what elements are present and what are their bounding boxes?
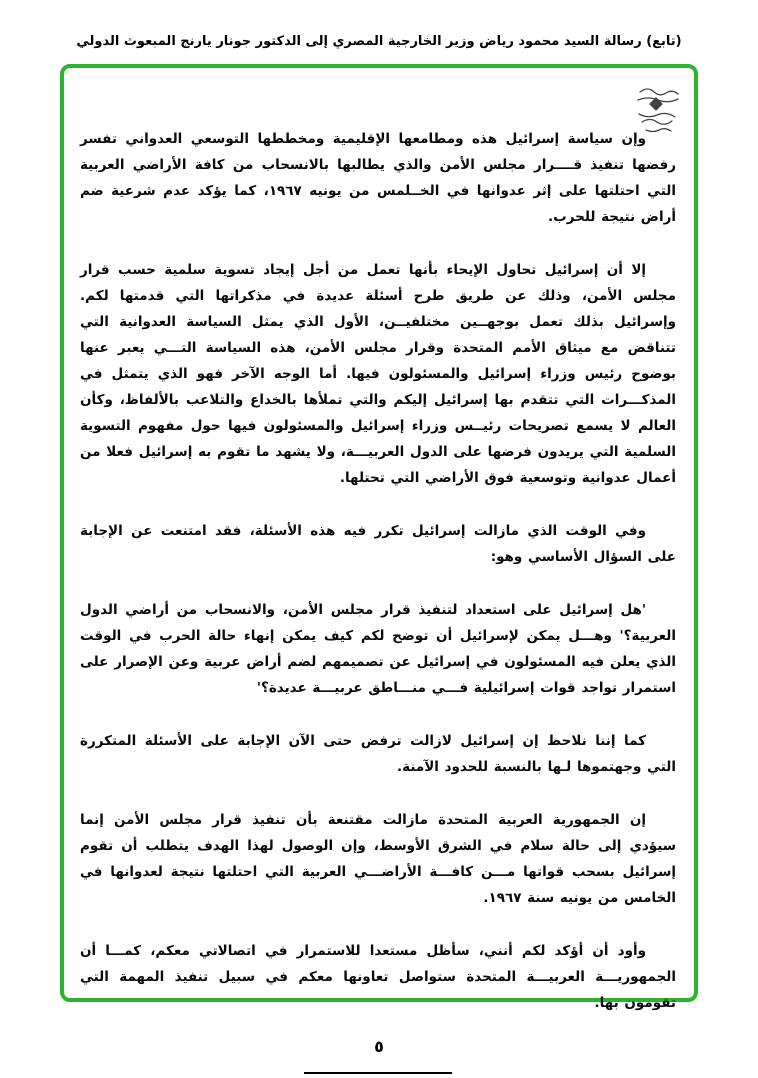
letter-paragraph: وأود أن أؤكد لكم أنني، سأظل مستعدا للاستمرار في اتصالاتي معكم، كمـــا أن الجمهوريـــة العربيـــة المتحدة ستواصل تعاونها معكم في سبيل تنفيذ المهمة التي تقومون بها. — [80, 943, 676, 1011]
letter-paragraph: إن الجمهورية العربية المتحدة مازالت مقتنعة بأن تنفيذ قرار مجلس الأمن إنما سيؤدي إلى حالة سلام في الشرق الأوسط، وإن الوصول لهذا الهدف يتطلب أن تقوم إسرائيل بسحب قواتها مـــن كافـــة الأراضـــي العربية التي احتلتها نتيجة لعدوانها في الخامس من يونيه سنة ١٩٦٧. — [80, 812, 676, 906]
letter-paragraph: وفي الوقت الذي مازالت إسرائيل تكرر فيه هذه الأسئلة، فقد امتنعت عن الإجابة على السؤال الأساسي وهو: — [80, 523, 676, 565]
letter-paragraph: 'هل إسرائيل على استعداد لتنفيذ قرار مجلس الأمن، والانسحاب من أراضي الدول العربية؟' وهـــل يمكن لإسرائيل أن توضح لكم كيف يمكن إنهاء حالة الحرب في الوقت الذي يعلن فيه المسئولون في إسرائيل عن تصميمهم لضم أراض عربية وعن الإصرار على استمرار تواجد قوات إسرائيلية فـــي منـــاطق عربيـــة عديدة؟' — [80, 602, 676, 696]
letter-frame — [60, 64, 698, 1011]
page-title: (تابع) رسالة السيد محمود رياض وزير الخارجية المصري إلى الدكتور جونار يارنج المبعوث الدولي — [76, 34, 682, 49]
letter-paragraph: كما إننا نلاحظ إن إسرائيل لازالت ترفض حتى الآن الإجابة على الأسئلة المتكررة التي وجهتموها لـها بالنسبة للحدود الآمنة. — [80, 733, 676, 775]
letter-paragraph: وإن سياسة إسرائيل هذه ومطامعها الإقليمية ومخططها التوسعي العدواني تفسر رفضها تنفيذ قــــرار مجلس الأمن والذي يطالبها بالانسحاب من كافة الأراضي العربية التي احتلتها على إثر عدوانها في الخــلمس من يونيه ١٩٦٧، كما يؤكد عدم شرعية ضم أراض نتيجة للحرب. — [80, 131, 676, 225]
signature-line — [304, 1072, 452, 1074]
page-number: ٥ — [374, 1037, 384, 1056]
letter-paragraph: إلا أن إسرائيل تحاول الإيحاء بأنها تعمل من أجل إيجاد تسوية سلمية حسب قرار مجلس الأمن، وذلك عن طريق طرح أسئلة عديدة في مذكراتها التي قدمتها لكم. وإسرائيل بذلك تعمل بوجهــين مختلفيــن، الأول الذي يمثل السياسة العدوانية التي تتناقض مع ميثاق الأمم المتحدة وقرار مجلس الأمن، هذه السياسة التـــي يعبر عنها بوضوح رئيس وزراء إسرائيل والمسئولون فيها. أما الوجه الآخر فهو الذي يتمثل في المذكـــرات التي تتقدم بها إسرائيل إليكم والتي تملأها بالخداع والتلاعب بالألفاظ، وكأن العالم لا يسمع تصريحات رئيــس وزراء إسرائيل والمسئولون فيها حول مفهوم التسوية السلمية التي يريدون فرضها على الدول العربيـــة، ولا يشهد ما تقوم به إسرائيل فعلا من أعمال عدوانية وتوسعية فوق الأراضي التي تحتلها. — [80, 262, 676, 486]
letter-body — [80, 126, 676, 1074]
